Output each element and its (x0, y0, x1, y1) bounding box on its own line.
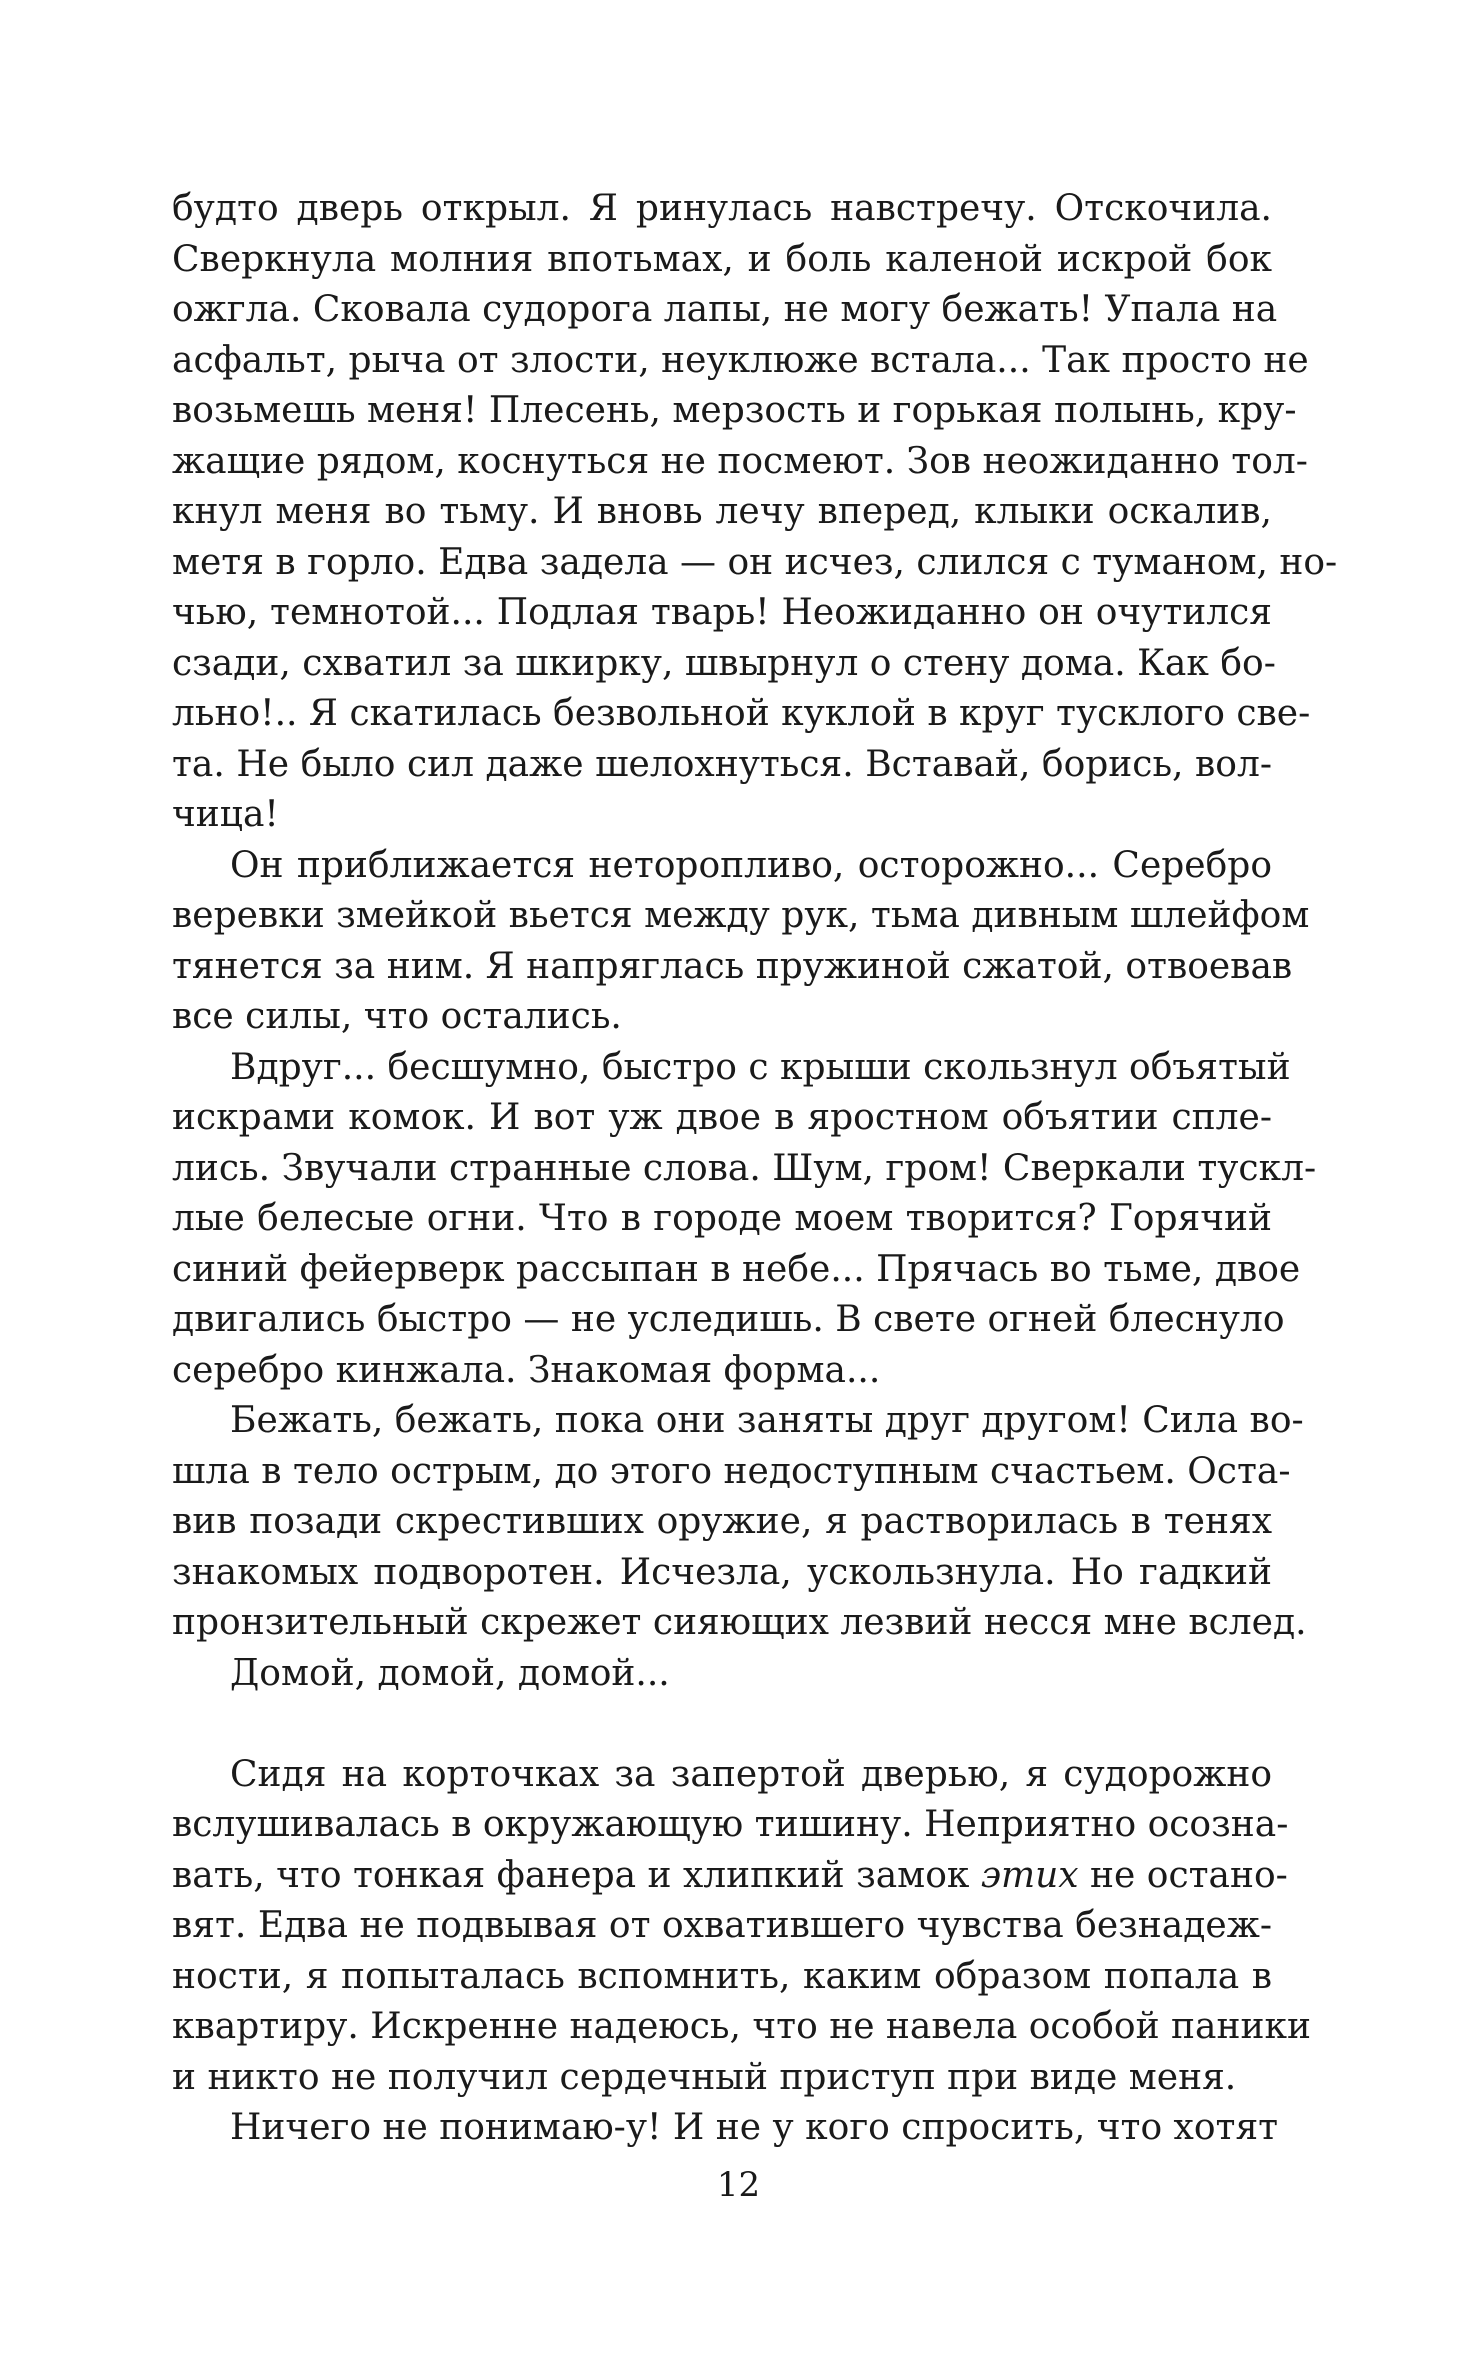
text-line: ожгла. Сковала судорога лапы, не могу бежать! Упала на (172, 289, 1278, 330)
text-line: кнул меня во тьму. И вновь лечу вперед, клыки оскалив, (172, 491, 1272, 532)
text-line: чица! (172, 794, 279, 835)
page-number: 12 (716, 2165, 761, 2205)
text-line: льно!.. Я скатилась безвольной куклой в круг тусклого све- (172, 693, 1311, 734)
text-line: тянется за ним. Я напряглась пружиной сжатой, отвоевав (172, 945, 1293, 987)
text-line: Сверкнула молния впотьмах, и боль каленой искрой бок (172, 238, 1272, 280)
italic-word: этих (980, 1854, 1079, 1896)
text-line: вят. Едва не подвывая от охватившего чувства безнадеж- (172, 1905, 1272, 1946)
text-line: возьмешь меня! Плесень, мерзость и горькая полынь, кру- (172, 390, 1297, 431)
text-fragment: не остано- (1078, 1854, 1288, 1896)
text-line: все силы, что остались. (172, 996, 622, 1037)
paragraph-6 (172, 1750, 1311, 2104)
paragraph-5 (172, 1649, 1272, 1700)
text-line: Домой, домой, домой... (230, 1652, 670, 1694)
text-line: серебро кинжала. Знакомая форма... (172, 1349, 881, 1391)
text-line: сзади, схватил за шкирку, швырнул о стену дома. Как бо- (172, 642, 1276, 684)
text-line: та. Не было сил даже шелохнуться. Вставай, борись, вол- (172, 743, 1272, 785)
paragraph-3 (172, 1043, 1317, 1397)
text-line: Вдруг... бесшумно, быстро с крыши скользнул объятый (230, 1046, 1291, 1088)
body-text (172, 184, 1338, 2154)
text-line: Он приближается неторопливо, осторожно... Серебро (230, 844, 1272, 886)
text-line: асфальт, рыча от злости, неуклюже встала... Так просто не (172, 339, 1309, 381)
text-line: знакомых подворотен. Исчезла, ускользнула. Но гадкий (172, 1551, 1272, 1593)
text-line: метя в горло. Едва задела — он исчез, слился с туманом, но- (172, 541, 1338, 583)
paragraph-1 (172, 184, 1338, 841)
text-line: лые белесые огни. Что в городе моем творится? Горячий (172, 1198, 1272, 1239)
text-line: будто дверь открыл. Я ринулась навстречу. Отскочила. (172, 188, 1272, 229)
section-break (172, 1699, 1272, 1750)
text-line: Бежать, бежать, пока они заняты друг другом! Сила во- (230, 1400, 1304, 1441)
text-line: лись. Звучали странные слова. Шум, гром! Сверкали тускл- (172, 1147, 1317, 1189)
text-line: жащие рядом, коснуться не посмеют. Зов неожиданно тол- (172, 440, 1308, 482)
text-line: пронзительный скрежет сияющих лезвий несся мне вслед. (172, 1602, 1307, 1643)
text-line: вив позади скрестивших оружие, я растворилась в тенях (172, 1501, 1272, 1542)
text-line: двигались быстро — не уследишь. В свете огней блеснуло (172, 1299, 1285, 1340)
paragraph-4 (172, 1396, 1307, 1649)
text-fragment: вать, что тонкая фанера и хлипкий замок (172, 1854, 981, 1896)
text-line: синий фейерверк рассыпан в небе... Прячась во тьме, двое (172, 1248, 1301, 1290)
text-line: вслушивалась в окружающую тишину. Неприятно осозна- (172, 1804, 1289, 1845)
text-line: Ничего не понимаю-у! И не у кого спросить, что хотят (230, 2107, 1279, 2148)
paragraph-2 (172, 841, 1310, 1043)
text-line: ности, я попыталась вспомнить, каким образом попала в (172, 1955, 1272, 1997)
text-line: искрами комок. И вот уж двое в яростном объятии спле- (172, 1097, 1272, 1138)
text-line: шла в тело острым, до этого недоступным счастьем. Оста- (172, 1450, 1291, 1492)
text-line: Сидя на корточках за запертой дверью, я судорожно (230, 1753, 1272, 1795)
text-line: квартиру. Искренне надеюсь, что не навела особой паники (172, 2006, 1311, 2047)
text-line: веревки змейкой вьется между рук, тьма дивным шлейфом (172, 895, 1310, 936)
text-line: чью, темнотой... Подлая тварь! Неожиданно он очутился (172, 592, 1272, 633)
text-line: и никто не получил сердечный приступ при виде меня. (172, 2056, 1237, 2098)
text-line-with-italic (172, 1851, 1288, 1902)
paragraph-7 (172, 2103, 1279, 2154)
